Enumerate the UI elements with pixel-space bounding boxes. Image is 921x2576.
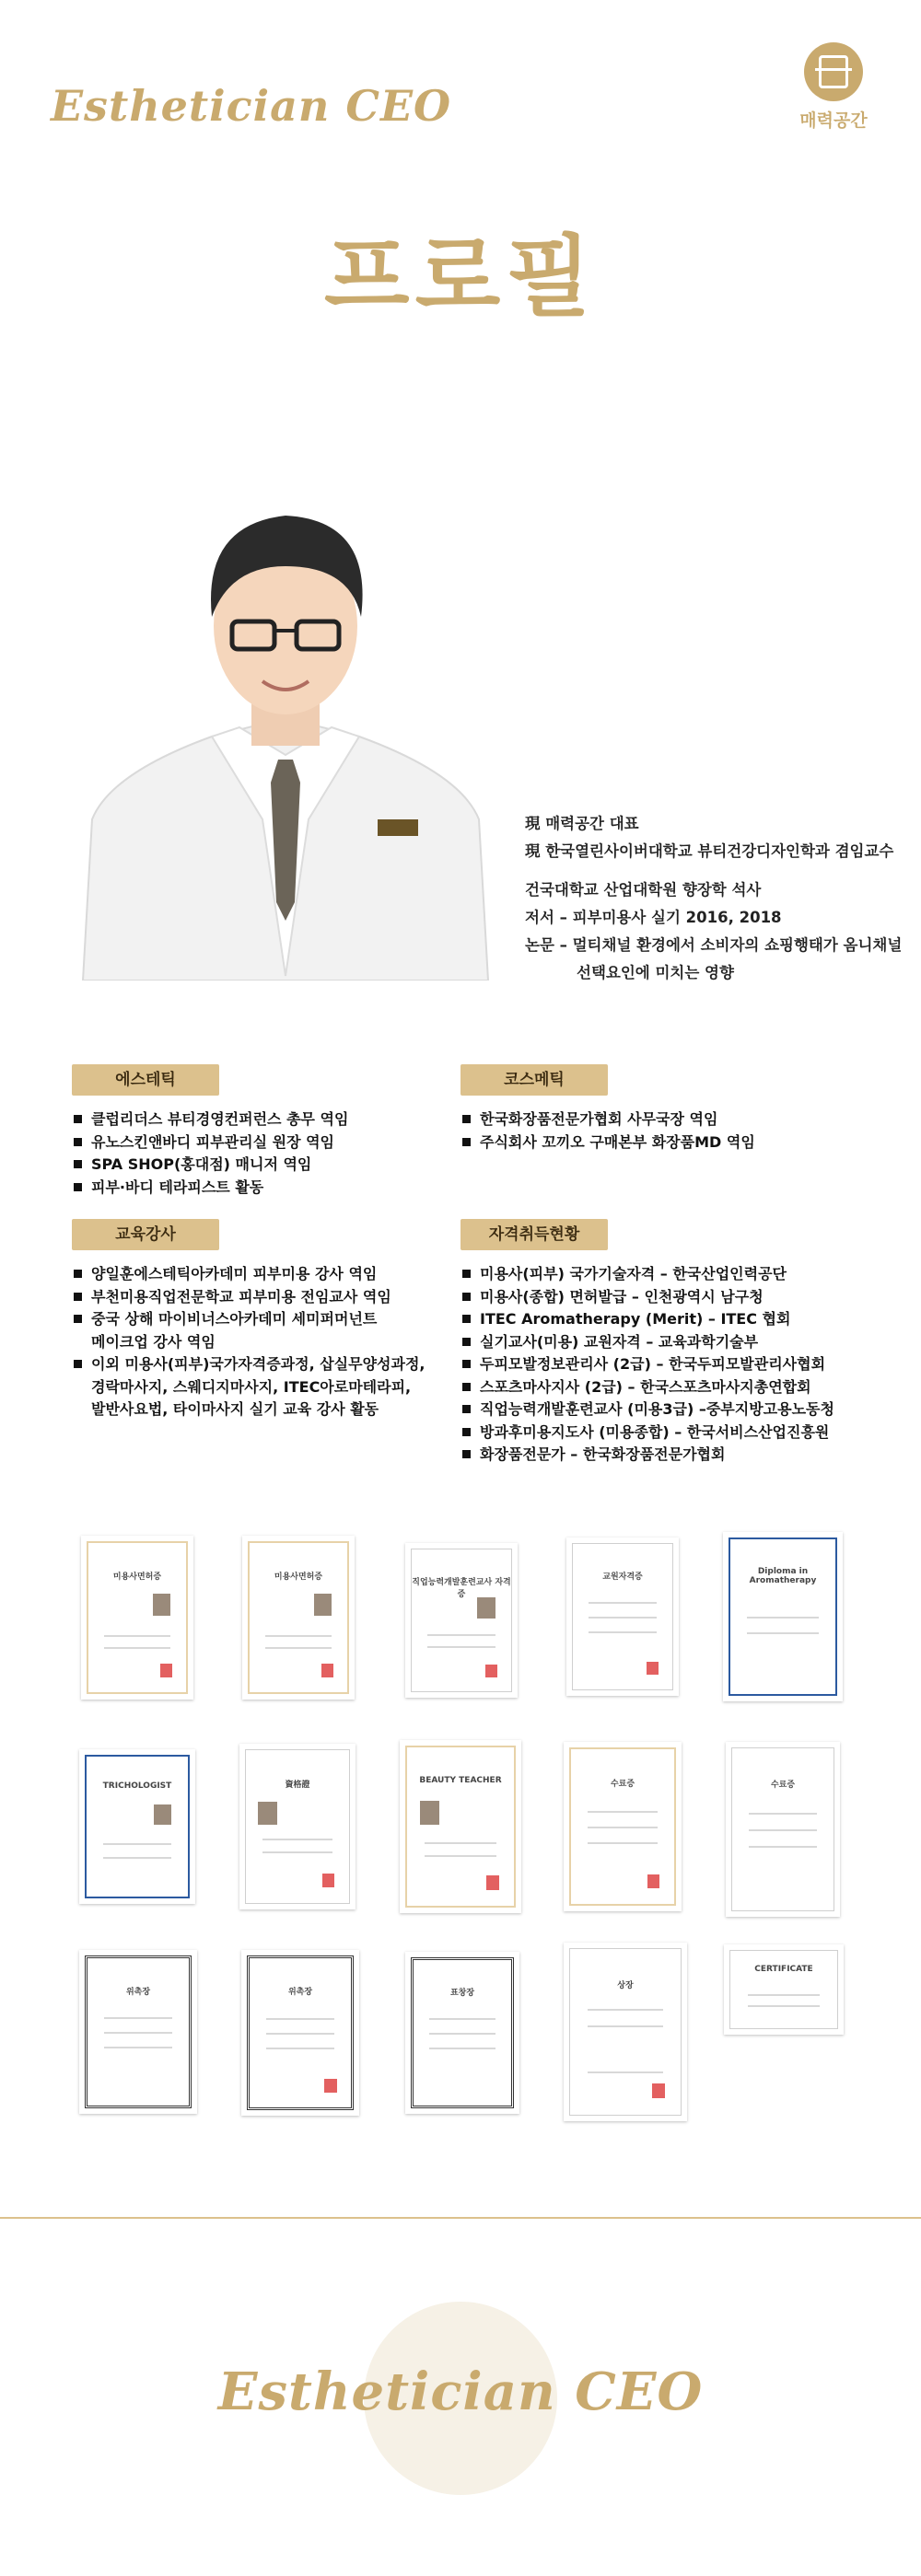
- certificate-image: 교원자격증: [566, 1537, 679, 1696]
- certificate-image: CERTIFICATE: [724, 1944, 844, 2035]
- list-item: 양일훈에스테틱아카데미 피부미용 강사 역임: [74, 1263, 426, 1286]
- header-title: Esthetician CEO: [51, 81, 452, 131]
- list-item: ITEC Aromatherapy (Merit) – ITEC 협회: [462, 1308, 834, 1331]
- list-item: 주식회사 꼬끼오 구매본부 화장품MD 역임: [462, 1131, 755, 1155]
- certificate-image: Diploma in Aromatherapy: [723, 1532, 843, 1701]
- list-item: 피부·바디 테라피스트 활동: [74, 1177, 348, 1200]
- brand-logo-text: 매력공간: [799, 110, 868, 131]
- list-item-continuation: 경락마사지, 스웨디지마사지, ITEC아로마테라피,: [91, 1377, 412, 1396]
- profile-line: 선택요인에 미치는 영향: [577, 964, 734, 981]
- section-title-qualifications: 자격취득현황: [460, 1219, 608, 1250]
- profile-line: 저서 – 피부미용사 실기 2016, 2018: [525, 909, 782, 926]
- list-item: 스포츠마사지사 (2급) – 한국스포츠마사지총연합회: [462, 1376, 834, 1399]
- esthetic-list: [74, 1108, 348, 1199]
- list-item: 중국 상해 마이비너스아카데미 세미퍼머넌트: [74, 1308, 426, 1331]
- list-item: 한국화장품전문가협회 사무국장 역임: [462, 1108, 755, 1131]
- profile-line: 건국대학교 산업대학원 향장학 석사: [525, 881, 762, 899]
- list-item: 유노스킨앤바디 피부관리실 원장 역임: [74, 1131, 348, 1155]
- brand-logo-icon: [804, 42, 863, 101]
- cosmetic-list: [462, 1108, 755, 1154]
- list-item: 클럽리더스 뷰티경영컨퍼런스 총무 역임: [74, 1108, 348, 1131]
- list-item: 직업능력개발훈련교사 (미용3급) –중부지방고용노동청: [462, 1398, 834, 1421]
- certificate-image: BEAUTY TEACHER: [400, 1740, 521, 1913]
- certificate-image: TRICHOLOGIST: [79, 1749, 195, 1904]
- profile-photo: [74, 387, 497, 981]
- list-item: 미용사(피부) 국가기술자격 – 한국산업인력공단: [462, 1263, 834, 1286]
- certificate-image: 수료증: [564, 1742, 682, 1911]
- certificate-image: 표창장: [405, 1952, 519, 2114]
- divider: [0, 2217, 921, 2219]
- list-item: 이외 미용사(피부)국가자격증과정, 삽실무양성과정,: [74, 1353, 426, 1376]
- section-title-cosmetic: 코스메틱: [460, 1064, 608, 1096]
- footer-title: Esthetician CEO: [217, 2361, 704, 2422]
- certificate-image: 미용사면허증: [81, 1536, 193, 1700]
- profile-line: 논문 – 멀티채널 환경에서 소비자의 쇼핑행태가 옴니채널: [525, 936, 903, 954]
- section-title-education: 교육강사: [72, 1219, 219, 1250]
- section-title-esthetic: 에스테틱: [72, 1064, 219, 1096]
- profile-summary: [525, 810, 902, 987]
- list-item: 두피모발정보관리사 (2급) – 한국두피모발관리사협회: [462, 1353, 834, 1376]
- brand-logo: [799, 42, 868, 132]
- list-item: 실기교사(미용) 교원자격 – 교육과학기술부: [462, 1331, 834, 1354]
- certificate-image: 資格證: [239, 1744, 356, 1909]
- profile-line: 現 한국열린사이버대학교 뷰티건강디자인학과 겸임교수: [525, 842, 894, 860]
- page-title: 프로필: [323, 226, 598, 329]
- certificate-image: 수료증: [726, 1742, 840, 1917]
- certificate-image: 위촉장: [241, 1950, 359, 2116]
- list-item: 방과후미용지도사 (미용종합) – 한국서비스산업진흥원: [462, 1421, 834, 1445]
- certificate-image: 미용사면허증: [242, 1536, 355, 1700]
- education-list: [74, 1263, 426, 1421]
- certificate-image: 상장: [564, 1943, 687, 2121]
- list-item: SPA SHOP(홍대점) 매니저 역임: [74, 1154, 348, 1177]
- certificate-image: 위촉장: [79, 1950, 197, 2114]
- list-item: 미용사(종합) 면허발급 – 인천광역시 남구청: [462, 1286, 834, 1309]
- list-item-continuation: 발반사요법, 타이마사지 실기 교육 강사 활동: [91, 1400, 379, 1418]
- list-item-continuation: 메이크업 강사 역임: [91, 1332, 216, 1351]
- certificate-image: 직업능력개발훈련교사 자격증: [405, 1543, 518, 1698]
- profile-line: 現 매력공간 대표: [525, 815, 639, 832]
- qualifications-list: [462, 1263, 834, 1467]
- list-item: 화장품전문가 – 한국화장품전문가협회: [462, 1444, 834, 1467]
- list-item: 부천미용직업전문학교 피부미용 전임교사 역임: [74, 1286, 426, 1309]
